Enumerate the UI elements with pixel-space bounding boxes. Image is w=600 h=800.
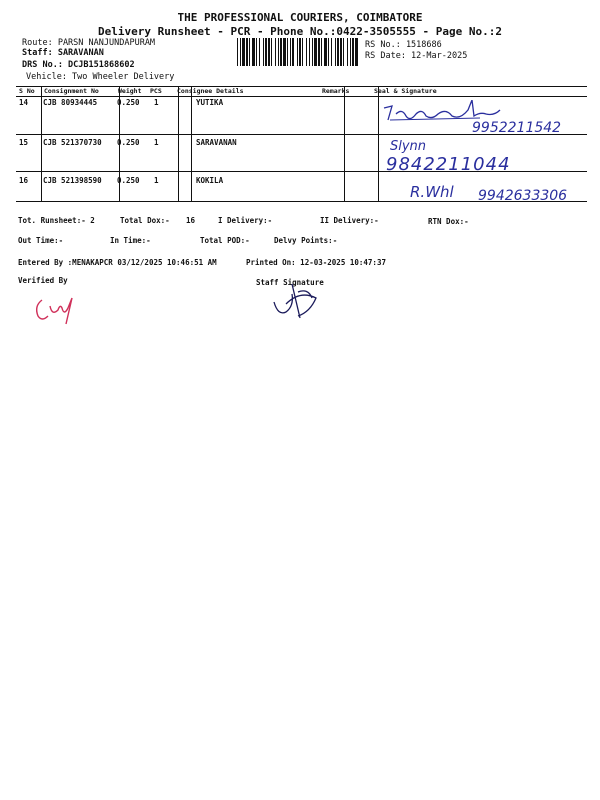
barcode-bar — [252, 38, 255, 66]
out-time: Out Time:- — [18, 236, 64, 245]
runsheet-title: Delivery Runsheet - PCR - Phone No.:0422-3505555 - Page No.:2 — [98, 25, 502, 38]
handwritten-name: R.Whl — [410, 183, 454, 201]
barcode-bar — [299, 38, 301, 66]
handwritten-phone: 9942633306 — [478, 188, 568, 204]
barcode-bar — [292, 38, 294, 66]
barcode-bar — [309, 38, 310, 66]
col-remarks: Remarks — [322, 87, 350, 95]
row-weight: 0.250 — [117, 138, 140, 147]
rs-number: RS No.: 1518686 — [365, 40, 442, 50]
table-header-rule — [16, 96, 587, 97]
column-divider — [378, 87, 379, 201]
col-pcs: PCS — [150, 87, 162, 95]
column-divider — [41, 87, 42, 201]
column-divider — [191, 87, 192, 201]
barcode-bar — [265, 38, 267, 66]
row-consignee: SARAVANAN — [196, 138, 237, 147]
barcode-bar — [324, 38, 327, 66]
barcode-bar — [287, 38, 288, 66]
i-delivery: I Delivery:- — [218, 216, 273, 225]
barcode-bar — [297, 38, 298, 66]
handwritten-phone: 9952211542 — [472, 120, 562, 136]
col-seal-signature: Seal & Signature — [374, 87, 437, 95]
rs-date: RS Date: 12-Mar-2025 — [365, 51, 468, 61]
delvy-points: Delvy Points:- — [274, 236, 338, 245]
verified-by-label: Verified By — [18, 276, 68, 285]
barcode-bar — [355, 38, 358, 66]
row-sno: 14 — [19, 98, 29, 107]
handwritten-name: Slynn — [390, 139, 427, 154]
barcode-bar — [268, 38, 270, 66]
barcode-bar — [302, 38, 303, 66]
barcode-bar — [242, 38, 245, 66]
staff-signature — [268, 280, 328, 324]
barcode-bar — [321, 38, 322, 66]
barcode-bar — [259, 38, 260, 66]
handwritten-phone: 9842211044 — [386, 154, 511, 175]
barcode-bar — [275, 38, 276, 66]
barcode-bar — [306, 38, 307, 66]
total-dox-label: Total Dox:- — [120, 216, 170, 225]
barcode-bar — [278, 38, 279, 66]
barcode-bar — [318, 38, 320, 66]
row-pcs: 1 — [154, 98, 159, 107]
barcode-bar — [290, 38, 291, 66]
verified-signature — [30, 292, 80, 328]
row-pcs: 1 — [154, 138, 159, 147]
barcode-bar — [331, 38, 332, 66]
barcode-bar — [340, 38, 342, 66]
barcode-bar — [347, 38, 348, 66]
column-divider — [344, 87, 345, 201]
total-dox-value: 16 — [186, 216, 196, 225]
table-top-rule — [16, 86, 587, 87]
row-consignment: CJB 80934445 — [43, 98, 98, 107]
row-pcs: 1 — [154, 176, 159, 185]
barcode-bar — [249, 38, 250, 66]
row-consignment: CJB 521370730 — [43, 138, 102, 147]
barcode-bar — [337, 38, 339, 66]
row-sno: 15 — [19, 138, 29, 147]
barcode-bar — [246, 38, 248, 66]
barcode-bar — [352, 38, 354, 66]
row-weight: 0.250 — [117, 98, 140, 107]
in-time: In Time:- — [110, 236, 151, 245]
barcode-bar — [256, 38, 257, 66]
col-consignment: Consignment No — [44, 87, 99, 95]
col-consignee: Consignee Details — [177, 87, 244, 95]
col-weight: Weight — [118, 87, 142, 95]
drs-number: DRS No.: DCJB151868602 — [22, 60, 135, 70]
barcode-bar — [271, 38, 272, 66]
row-consignee: KOKILA — [196, 176, 224, 185]
col-sno: S No — [19, 87, 35, 95]
staff-signature-label: Staff Signature — [256, 278, 324, 287]
route-label: Route: PARSN NANJUNDAPURAM — [22, 38, 156, 48]
entered-by: Entered By :MENAKAPCR 03/12/2025 10:46:51 AM — [18, 258, 217, 267]
company-title: THE PROFESSIONAL COURIERS, COIMBATORE — [177, 11, 423, 24]
barcode — [236, 38, 358, 66]
barcode-bar — [280, 38, 282, 66]
barcode-bar — [328, 38, 329, 66]
tot-runsheet: Tot. Runsheet:- 2 — [18, 216, 95, 225]
row-consignee: YUTIKA — [196, 98, 224, 107]
total-pod: Total POD:- — [200, 236, 250, 245]
barcode-bar — [343, 38, 344, 66]
vehicle-label: Vehicle: Two Wheeler Delivery — [26, 72, 175, 82]
barcode-bar — [283, 38, 286, 66]
barcode-bar — [350, 38, 351, 66]
barcode-bar — [312, 38, 313, 66]
row-consignment: CJB 521398590 — [43, 176, 102, 185]
row-weight: 0.250 — [117, 176, 140, 185]
row-sno: 16 — [19, 176, 29, 185]
barcode-bar — [335, 38, 336, 66]
barcode-bar — [263, 38, 264, 66]
printed-on: Printed On: 12-03-2025 10:47:37 — [246, 258, 386, 267]
barcode-bar — [240, 38, 241, 66]
staff-label: Staff: SARAVANAN — [22, 48, 104, 58]
barcode-bar — [314, 38, 317, 66]
barcode-bar — [237, 38, 238, 66]
column-divider — [178, 87, 179, 201]
ii-delivery: II Delivery:- — [320, 216, 379, 225]
rtn-dox: RTN Dox:- — [428, 217, 469, 226]
